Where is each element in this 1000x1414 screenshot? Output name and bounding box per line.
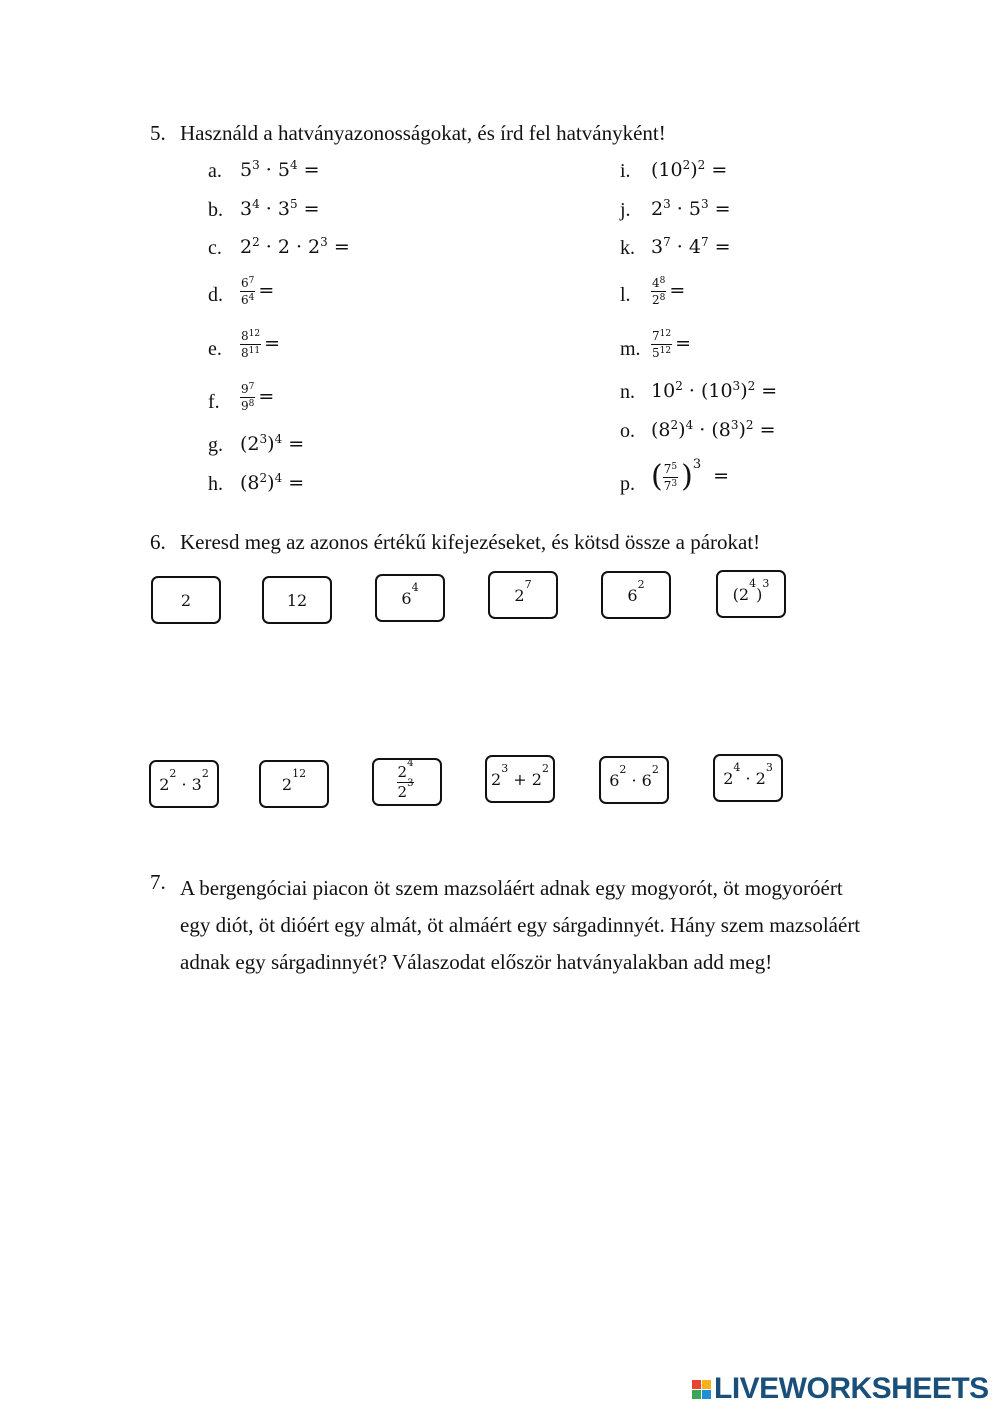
item-i-expression: $(10^2)^2$ = <box>651 158 728 181</box>
liveworksheets-logo <box>692 1372 989 1406</box>
item-g-expression: $(2^3)^4$ = <box>240 432 305 455</box>
item-e-expression: $\frac{8^{12}}{8^{11}}$ = <box>241 329 281 360</box>
match-card-bottom-6[interactable]: $2^4 \cdot 2^3$ <box>713 754 783 802</box>
match-card-top-1[interactable]: 2 <box>151 576 221 624</box>
question-5-number: 5. <box>150 121 166 145</box>
item-m-label: m. <box>620 338 641 360</box>
item-i-label: i. <box>620 160 631 182</box>
question-7-number: 7. <box>150 870 166 894</box>
question-7-line-3: adnak egy sárgadinnyét? Válaszodat először hatványalakban add meg! <box>180 950 773 974</box>
item-p-expression: ( $\frac{7^5}{7^3}$ )$^3$ = <box>651 457 730 494</box>
match-card-bottom-4[interactable]: $2^3 + 2^2$ <box>485 755 555 803</box>
match-card-top-4[interactable]: $2^7$ <box>488 571 558 619</box>
item-c-expression: $2^2 \cdot 2 \cdot 2^3$ = <box>240 235 350 258</box>
item-p-label: p. <box>620 473 635 495</box>
question-6-text: Keresd meg az azonos értékű kifejezéseket, és kötsd össze a párokat! <box>180 530 761 554</box>
logo-mark-icon <box>692 1380 711 1399</box>
item-k-label: k. <box>620 237 635 259</box>
match-card-bottom-3[interactable]: $\frac{2^4}{2^3}$ <box>372 758 442 806</box>
match-card-top-6[interactable]: $(2^4)^3$ <box>716 570 786 618</box>
match-card-bottom-2[interactable]: $2^{12}$ <box>259 760 329 808</box>
item-j-expression: $2^3 \cdot 5^3$ = <box>651 197 731 220</box>
item-m-expression: $\frac{7^{12}}{5^{12}}$ = <box>652 329 692 360</box>
match-card-bottom-1[interactable]: $2^2 \cdot 3^2$ <box>149 760 219 808</box>
question-7-line-1: A bergengóciai piacon öt szem mazsoláért adnak egy mogyorót, öt mogyoróért <box>180 876 843 900</box>
item-b-label: b. <box>208 199 223 221</box>
item-g-label: g. <box>208 434 223 456</box>
match-card-bottom-5[interactable]: $6^2 \cdot 6^2$ <box>599 756 669 804</box>
item-a-label: a. <box>208 160 222 182</box>
match-card-top-3[interactable]: $6^4$ <box>375 574 445 622</box>
question-6-number: 6. <box>150 530 166 554</box>
question-7-text <box>180 870 900 981</box>
match-card-top-5[interactable]: $6^2$ <box>601 571 671 619</box>
item-d-label: d. <box>208 284 223 306</box>
item-n-expression: $10^2 \cdot (10^3)^2$ = <box>651 379 778 402</box>
logo-text: LIVEWORKSHEETS <box>714 1372 989 1405</box>
item-o-label: o. <box>620 420 635 442</box>
item-h-expression: $(8^2)^4$ = <box>240 471 305 494</box>
match-card-top-2[interactable]: 12 <box>262 576 332 624</box>
item-f-expression: $\frac{9^7}{9^8}$ = <box>241 382 275 413</box>
item-k-expression: $3^7 \cdot 4^7$ = <box>651 235 731 258</box>
item-o-expression: $(8^2)^4 \cdot (8^3)^2$ = <box>651 418 776 441</box>
item-d-expression: $\frac{6^7}{6^4}$ = <box>241 276 275 307</box>
item-b-expression: $3^4 \cdot 3^5$ = <box>240 197 320 220</box>
item-e-label: e. <box>208 338 222 360</box>
item-l-expression: $\frac{4^8}{2^8}$ = <box>652 276 686 307</box>
item-j-label: j. <box>620 199 631 221</box>
item-l-label: l. <box>620 284 631 306</box>
question-7-line-2: egy diót, öt dióért egy almát, öt almáért egy sárgadinnyét. Hány szem mazsoláért <box>180 913 861 937</box>
item-n-label: n. <box>620 381 635 403</box>
item-a-expression: $5^3 \cdot 5^4$ = <box>240 158 320 181</box>
item-f-label: f. <box>208 391 220 413</box>
item-h-label: h. <box>208 473 223 495</box>
question-5-text: Használd a hatványazonosságokat, és írd fel hatványként! <box>180 121 666 145</box>
item-c-label: c. <box>208 237 222 259</box>
